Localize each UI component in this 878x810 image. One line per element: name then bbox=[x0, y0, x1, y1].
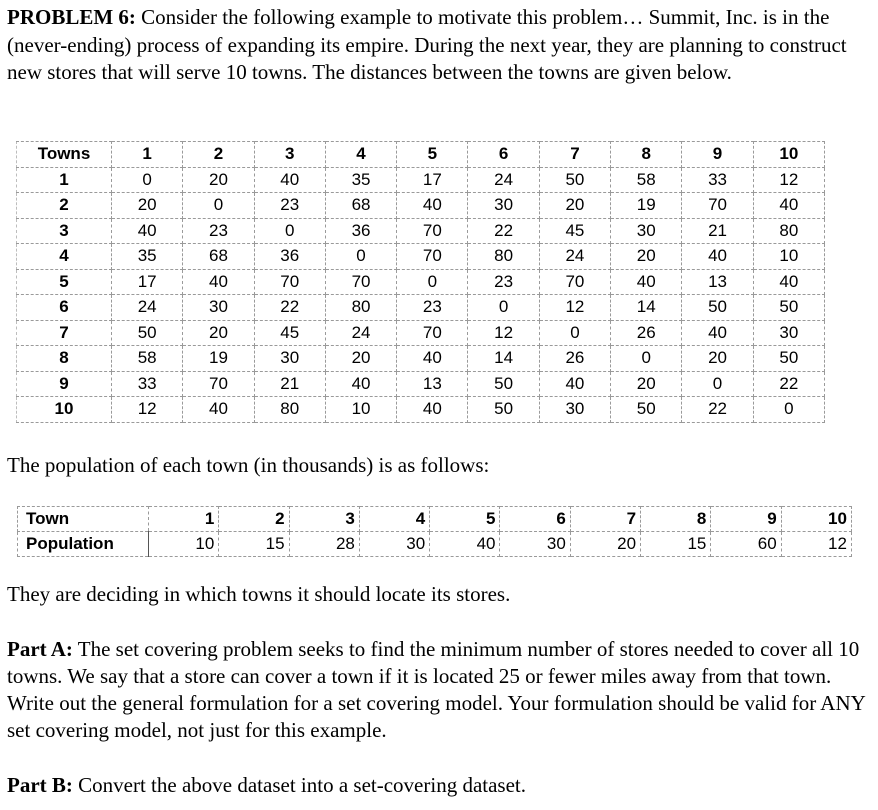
distance-cell: 70 bbox=[397, 218, 468, 244]
distance-cell: 40 bbox=[183, 397, 254, 423]
distance-row bbox=[17, 193, 825, 219]
distance-cell: 0 bbox=[539, 320, 610, 346]
town-number: 10 bbox=[781, 507, 851, 532]
distance-row bbox=[17, 371, 825, 397]
distance-cell: 17 bbox=[112, 269, 183, 295]
distance-cell: 22 bbox=[682, 397, 753, 423]
town-number: 6 bbox=[500, 507, 570, 532]
distance-row bbox=[17, 397, 825, 423]
town-number: 4 bbox=[359, 507, 429, 532]
distance-cell: 0 bbox=[183, 193, 254, 219]
distance-cell: 23 bbox=[254, 193, 325, 219]
distance-cell: 20 bbox=[611, 244, 682, 270]
distance-cell: 20 bbox=[611, 371, 682, 397]
distance-cell: 33 bbox=[112, 371, 183, 397]
distance-cell: 45 bbox=[539, 218, 610, 244]
population-value: 28 bbox=[289, 532, 359, 557]
population-value-row bbox=[18, 532, 852, 557]
distance-cell: 12 bbox=[539, 295, 610, 321]
part-a-paragraph bbox=[7, 636, 873, 744]
part-a-text: The set covering problem seeks to find the minimum number of stores needed to cover all 10 towns. We say that a store can cover a town if it is located 25 or fewer miles away from that town. Write out the general formulation for a set covering model. Your formulation should be valid for ANY set covering model, not just for this example. bbox=[7, 637, 866, 742]
distance-col-header: 7 bbox=[539, 142, 610, 168]
distance-cell: 70 bbox=[682, 193, 753, 219]
distance-cell: 20 bbox=[325, 346, 396, 372]
population-value: 30 bbox=[500, 532, 570, 557]
town-number: 9 bbox=[711, 507, 781, 532]
deciding-text: They are deciding in which towns it should locate its stores. bbox=[7, 582, 511, 606]
distance-cell: 50 bbox=[112, 320, 183, 346]
distance-row bbox=[17, 269, 825, 295]
distance-cell: 58 bbox=[112, 346, 183, 372]
distance-cell: 50 bbox=[753, 295, 824, 321]
distance-cell: 20 bbox=[183, 320, 254, 346]
distance-cell: 68 bbox=[325, 193, 396, 219]
distance-cell: 70 bbox=[183, 371, 254, 397]
distance-cell: 13 bbox=[397, 371, 468, 397]
distance-row-header: 10 bbox=[17, 397, 112, 423]
distance-cell: 40 bbox=[325, 371, 396, 397]
distance-row bbox=[17, 320, 825, 346]
distance-cell: 40 bbox=[682, 320, 753, 346]
distance-cell: 50 bbox=[468, 371, 539, 397]
distance-cell: 40 bbox=[397, 397, 468, 423]
distance-cell: 33 bbox=[682, 167, 753, 193]
distance-row-header: 6 bbox=[17, 295, 112, 321]
population-value: 15 bbox=[219, 532, 289, 557]
problem-label: PROBLEM 6: bbox=[7, 5, 136, 29]
distance-cell: 40 bbox=[682, 244, 753, 270]
population-value: 20 bbox=[570, 532, 640, 557]
distance-row bbox=[17, 167, 825, 193]
distance-cell: 50 bbox=[682, 295, 753, 321]
population-value: 60 bbox=[711, 532, 781, 557]
distance-col-header: 8 bbox=[611, 142, 682, 168]
distance-row-header: 1 bbox=[17, 167, 112, 193]
distance-cell: 10 bbox=[325, 397, 396, 423]
distance-cell: 40 bbox=[254, 167, 325, 193]
distance-cell: 10 bbox=[753, 244, 824, 270]
intro-text: Consider the following example to motivate this problem… Summit, Inc. is in the (never-ending) process of expanding its empire. During the next year, they are planning to construct new stores that will serve 10 towns. The distances between the towns are given below. bbox=[7, 5, 847, 84]
part-b-text: Convert the above dataset into a set-covering dataset. bbox=[72, 773, 526, 797]
distance-cell: 30 bbox=[468, 193, 539, 219]
distance-row bbox=[17, 295, 825, 321]
part-b-paragraph bbox=[7, 772, 526, 798]
population-label: Population bbox=[18, 532, 149, 557]
distance-cell: 35 bbox=[112, 244, 183, 270]
distance-cell: 23 bbox=[468, 269, 539, 295]
population-value: 15 bbox=[641, 532, 711, 557]
distance-cell: 80 bbox=[325, 295, 396, 321]
distance-cell: 0 bbox=[682, 371, 753, 397]
distance-col-header: 5 bbox=[397, 142, 468, 168]
part-a-label: Part A: bbox=[7, 637, 73, 661]
distance-cell: 30 bbox=[753, 320, 824, 346]
distance-cell: 0 bbox=[112, 167, 183, 193]
distance-row bbox=[17, 346, 825, 372]
intro-paragraph bbox=[7, 4, 873, 87]
distance-cell: 36 bbox=[325, 218, 396, 244]
distance-cell: 50 bbox=[611, 397, 682, 423]
distance-cell: 70 bbox=[325, 269, 396, 295]
distance-cell: 70 bbox=[397, 244, 468, 270]
distance-cell: 12 bbox=[112, 397, 183, 423]
town-number: 1 bbox=[149, 507, 219, 532]
distance-cell: 0 bbox=[325, 244, 396, 270]
town-number: 7 bbox=[570, 507, 640, 532]
distance-cell: 0 bbox=[254, 218, 325, 244]
distance-col-header: 2 bbox=[183, 142, 254, 168]
population-value: 10 bbox=[149, 532, 219, 557]
distance-cell: 20 bbox=[112, 193, 183, 219]
distance-col-header: 4 bbox=[325, 142, 396, 168]
population-intro: The population of each town (in thousands) is as follows: bbox=[7, 453, 490, 477]
distance-cell: 0 bbox=[397, 269, 468, 295]
distance-cell: 26 bbox=[539, 346, 610, 372]
distance-row-header: 3 bbox=[17, 218, 112, 244]
distance-cell: 40 bbox=[753, 269, 824, 295]
distance-row-header: 5 bbox=[17, 269, 112, 295]
distance-cell: 12 bbox=[468, 320, 539, 346]
distance-cell: 23 bbox=[397, 295, 468, 321]
distance-col-header: 3 bbox=[254, 142, 325, 168]
distance-col-header: 10 bbox=[753, 142, 824, 168]
distance-row-header: 9 bbox=[17, 371, 112, 397]
distance-cell: 24 bbox=[468, 167, 539, 193]
distance-table bbox=[16, 141, 825, 423]
distance-cell: 30 bbox=[254, 346, 325, 372]
distance-cell: 50 bbox=[753, 346, 824, 372]
distance-cell: 24 bbox=[112, 295, 183, 321]
distance-cell: 22 bbox=[753, 371, 824, 397]
distance-cell: 40 bbox=[611, 269, 682, 295]
town-number: 5 bbox=[430, 507, 500, 532]
distance-cell: 20 bbox=[682, 346, 753, 372]
distance-cell: 80 bbox=[753, 218, 824, 244]
distance-cell: 19 bbox=[611, 193, 682, 219]
distance-cell: 36 bbox=[254, 244, 325, 270]
distance-cell: 40 bbox=[397, 193, 468, 219]
town-number: 3 bbox=[289, 507, 359, 532]
distance-cell: 17 bbox=[397, 167, 468, 193]
population-town-row bbox=[18, 507, 852, 532]
distance-col-header: 1 bbox=[112, 142, 183, 168]
distance-cell: 40 bbox=[112, 218, 183, 244]
distance-row bbox=[17, 218, 825, 244]
distance-cell: 14 bbox=[468, 346, 539, 372]
distance-cell: 45 bbox=[254, 320, 325, 346]
distance-cell: 58 bbox=[611, 167, 682, 193]
distance-cell: 30 bbox=[611, 218, 682, 244]
distance-cell: 22 bbox=[468, 218, 539, 244]
town-number: 8 bbox=[641, 507, 711, 532]
distance-cell: 35 bbox=[325, 167, 396, 193]
distance-cell: 40 bbox=[397, 346, 468, 372]
distance-cell: 30 bbox=[183, 295, 254, 321]
distance-row bbox=[17, 244, 825, 270]
distance-cell: 21 bbox=[682, 218, 753, 244]
distance-cell: 14 bbox=[611, 295, 682, 321]
town-number: 2 bbox=[219, 507, 289, 532]
distance-row-header: 8 bbox=[17, 346, 112, 372]
distance-cell: 68 bbox=[183, 244, 254, 270]
distance-cell: 21 bbox=[254, 371, 325, 397]
distance-cell: 40 bbox=[183, 269, 254, 295]
distance-col-header: 6 bbox=[468, 142, 539, 168]
distance-cell: 70 bbox=[254, 269, 325, 295]
distance-corner-label: Towns bbox=[17, 142, 112, 168]
distance-cell: 0 bbox=[468, 295, 539, 321]
distance-row-header: 4 bbox=[17, 244, 112, 270]
distance-cell: 23 bbox=[183, 218, 254, 244]
distance-header-row bbox=[17, 142, 825, 168]
population-table bbox=[17, 506, 852, 557]
distance-cell: 70 bbox=[539, 269, 610, 295]
distance-cell: 80 bbox=[254, 397, 325, 423]
population-value: 30 bbox=[359, 532, 429, 557]
distance-cell: 0 bbox=[611, 346, 682, 372]
distance-col-header: 9 bbox=[682, 142, 753, 168]
distance-cell: 20 bbox=[183, 167, 254, 193]
distance-row-header: 2 bbox=[17, 193, 112, 219]
distance-cell: 13 bbox=[682, 269, 753, 295]
distance-cell: 19 bbox=[183, 346, 254, 372]
distance-cell: 24 bbox=[325, 320, 396, 346]
population-value: 40 bbox=[430, 532, 500, 557]
distance-cell: 40 bbox=[539, 371, 610, 397]
distance-cell: 70 bbox=[397, 320, 468, 346]
part-b-label: Part B: bbox=[7, 773, 73, 797]
distance-cell: 0 bbox=[753, 397, 824, 423]
distance-cell: 50 bbox=[539, 167, 610, 193]
distance-cell: 12 bbox=[753, 167, 824, 193]
population-value: 12 bbox=[781, 532, 851, 557]
distance-cell: 30 bbox=[539, 397, 610, 423]
distance-cell: 26 bbox=[611, 320, 682, 346]
distance-cell: 24 bbox=[539, 244, 610, 270]
town-label: Town bbox=[18, 507, 149, 532]
distance-cell: 20 bbox=[539, 193, 610, 219]
distance-cell: 80 bbox=[468, 244, 539, 270]
distance-cell: 40 bbox=[753, 193, 824, 219]
distance-cell: 22 bbox=[254, 295, 325, 321]
distance-cell: 50 bbox=[468, 397, 539, 423]
distance-row-header: 7 bbox=[17, 320, 112, 346]
